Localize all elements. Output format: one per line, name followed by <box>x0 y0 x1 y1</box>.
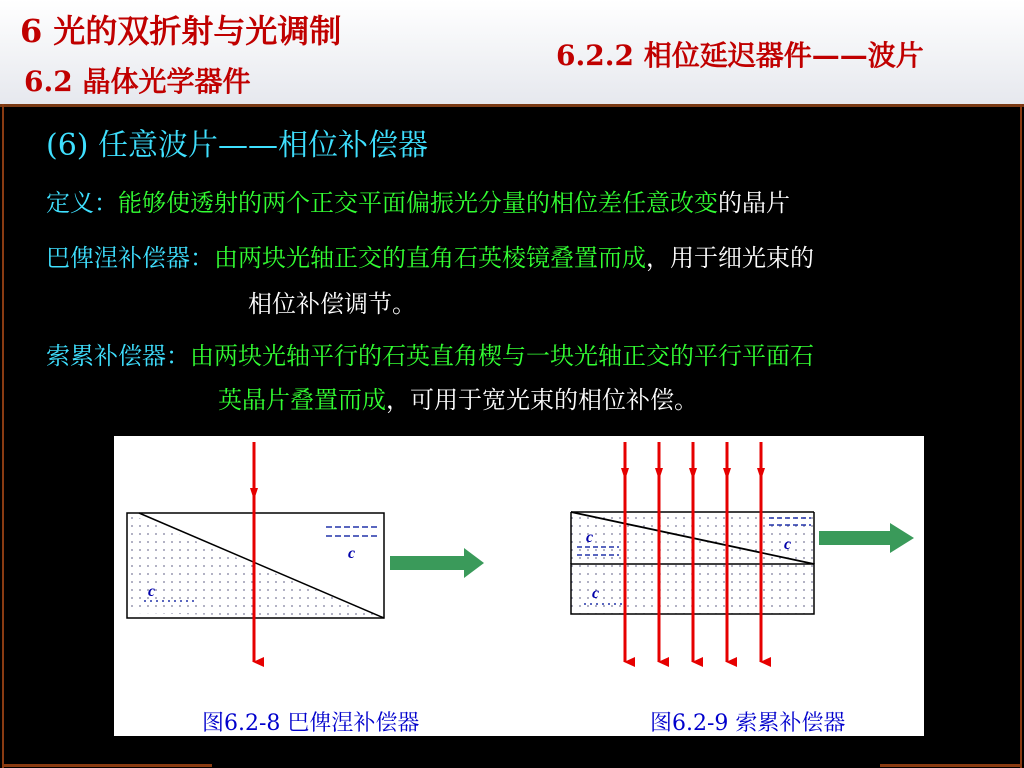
babinet-label: 巴俾涅补偿器： <box>46 244 214 272</box>
soleil-ray-3-marker <box>689 468 697 480</box>
soleil-ray-2-marker <box>655 468 663 480</box>
soleil-line <box>46 336 814 371</box>
babinet-diagram <box>127 442 484 662</box>
soleil-figure-caption: 图6.2-9 索累补偿器 <box>650 711 846 736</box>
frame-right-border <box>1020 104 1022 768</box>
soleil-diagram <box>571 442 914 662</box>
section-title: 6.2 晶体光学器件 <box>24 65 251 98</box>
soleil-label: 索累补偿器： <box>46 342 190 370</box>
soleil-ray-1-marker <box>621 468 629 480</box>
soleil-output-arrow <box>819 523 914 553</box>
soleil-axis-label-left: c <box>586 529 594 546</box>
soleil-axis-label-right: c <box>784 536 792 553</box>
soleil-ray-4-marker <box>723 468 731 480</box>
frame-bottom-right-border <box>880 764 1022 767</box>
soleil-axis-label-plate: c <box>592 585 600 602</box>
babinet-line-2: 相位补偿调节。 <box>248 290 416 318</box>
babinet-ray-direction-marker <box>250 488 258 500</box>
slide-header <box>0 0 1024 107</box>
soleil-ray-5-marker <box>757 468 765 480</box>
topic-heading: (6) 任意波片——相位补偿器 <box>46 128 429 163</box>
babinet-figure-caption: 图6.2-8 巴俾涅补偿器 <box>202 711 420 736</box>
definition-tail: 的晶片 <box>718 189 790 217</box>
definition-label: 定义： <box>46 189 118 217</box>
babinet-axis-label-upper: c <box>348 545 356 562</box>
soleil-tail: ，可用于宽光束的相位补偿。 <box>386 386 698 414</box>
babinet-axis-label-lower: c <box>148 583 156 600</box>
definition-line <box>46 183 790 218</box>
soleil-highlight-1: 由两块光轴平行的石英直角楔与一块光轴正交的平行平面石 <box>190 342 814 370</box>
babinet-output-arrow <box>390 548 484 578</box>
chapter-title: 6 光的双折射与光调制 <box>20 12 342 50</box>
definition-highlight: 能够使透射的两个正交平面偏振光分量的相位差任意改变 <box>118 189 718 217</box>
compensator-diagrams <box>114 436 924 736</box>
babinet-tail: ，用于细光束的 <box>646 244 814 272</box>
frame-bottom-left-border <box>2 764 212 767</box>
soleil-highlight-2: 英晶片叠置而成 <box>218 386 386 414</box>
figure-panel <box>114 436 924 736</box>
subsection-title: 6.2.2 相位延迟器件——波片 <box>556 39 924 72</box>
babinet-line <box>46 238 814 273</box>
soleil-line-2 <box>218 380 698 415</box>
frame-left-border <box>2 104 4 768</box>
babinet-highlight: 由两块光轴正交的直角石英棱镜叠置而成 <box>214 244 646 272</box>
